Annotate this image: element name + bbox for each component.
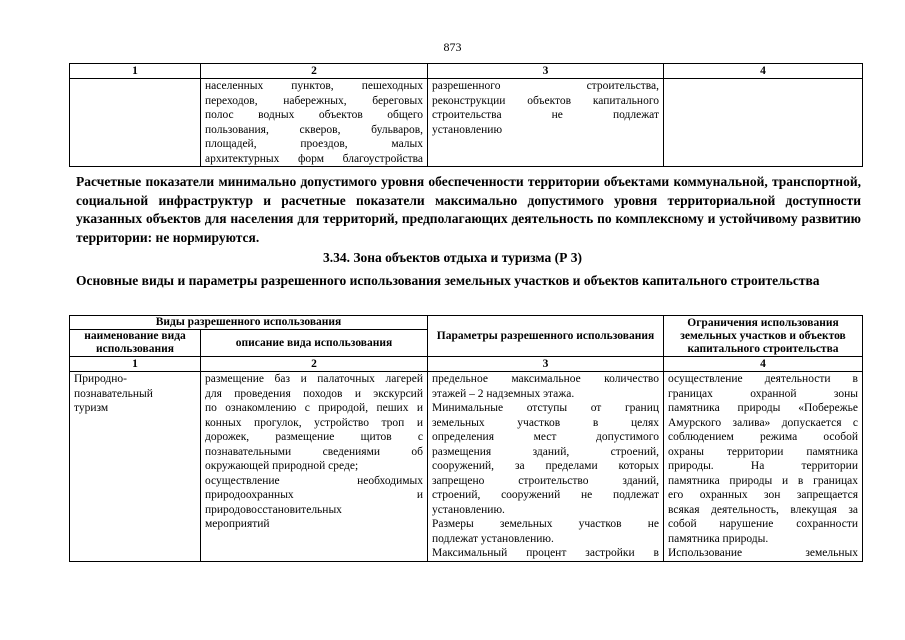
header-parameters: Параметры разрешенного использования (428, 316, 664, 357)
header-use-description: описание вида использования (201, 330, 428, 357)
column-number: 1 (70, 64, 201, 79)
column-number: 4 (664, 357, 863, 372)
section-subtitle: Основные виды и параметры разрешенного использования земельных участков и объектов капитального строительства (76, 273, 820, 288)
header-use-name: наименование вида использования (70, 330, 201, 357)
header-limits: Ограничения использования земельных участков и объектов капитального строительства (664, 316, 863, 357)
land-use-table (69, 315, 863, 562)
cell-parameters: предельное максимальное количество этажей – 2 надземных этажа. Минимальные отступы от границ земельных участков в целях определения мест допустимого размещения зданий, строений, сооружений, за пределами которых запрещено строительство зданий, строений, сооружений не подлежат установлению. Размеры земельных участков не подлежат установлению. Максимальный процент застройки в (428, 372, 664, 562)
cell-limits (664, 79, 863, 167)
cell-name (70, 79, 201, 167)
cell-name: Природно- познавательный туризм (70, 372, 201, 562)
column-number: 3 (428, 357, 664, 372)
table-row (70, 79, 863, 167)
section-title: 3.34. Зона объектов отдыха и туризма (Р 3) (322, 250, 583, 265)
column-number: 3 (428, 64, 664, 79)
cell-limits: осуществление деятельности в границах охранной зоны памятника природы «Побережье Амурского залива» допускается с соблюдением режима особой охраны территории памятника природы. На территории памятника природы и в границах его охранных зон запрещается всякая деятельность, влекущая за собой нарушение сохранности памятника природы. Использование земельных (664, 372, 863, 562)
cell-description: населенных пунктов, пешеходных переходов, набережных, береговых полос водных объектов общего пользования, скверов, бульваров, площадей, проездов, малых архитектурных форм благоустройства (201, 79, 428, 167)
table-header-row (70, 316, 863, 330)
column-number: 4 (664, 64, 863, 79)
column-number: 2 (201, 64, 428, 79)
table-column-numbers (70, 357, 863, 372)
header-use-types: Виды разрешенного использования (70, 316, 428, 330)
cell-description: размещение баз и палаточных лагерей для проведения походов и экскурсий по ознакомлению с природой, пеших и конных прогулок, устройство троп и дорожек, размещение щитов с познавательными сведениями об окружающей природной среде; осуществление необходимых природоохранных и природовосстановительных мероприятий (201, 372, 428, 562)
page-number: 873 (443, 40, 462, 54)
cell-parameters: разрешенного строительства, реконструкции объектов капитального строительства не подлежат установлению (428, 79, 664, 167)
table-continuation (69, 63, 863, 167)
column-number: 1 (70, 357, 201, 372)
table-column-numbers (70, 64, 863, 79)
column-number: 2 (201, 357, 428, 372)
table-row (70, 372, 863, 562)
norms-paragraph: Расчетные показатели минимально допустимого уровня обеспеченности территории объектами коммунальной, транспортной, социальной инфраструктур и расчетные показатели максимально допустимого уровня территориальной доступности указанных объектов для населения для территорий, предполагающих деятельность по комплексному и устойчивому развитию территории: не нормируются. (76, 174, 861, 245)
